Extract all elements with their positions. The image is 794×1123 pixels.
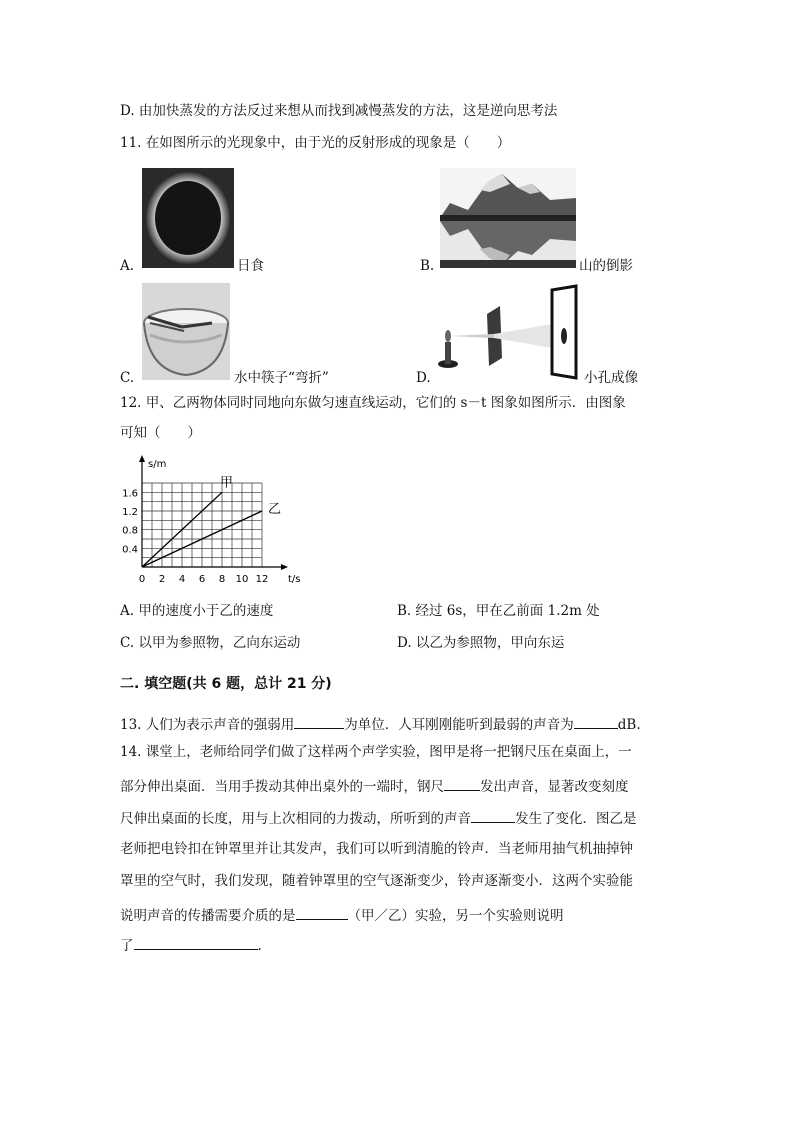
q12-option-a: A. 甲的速度小于乙的速度 [120,603,274,619]
q13-text-3: dB. [617,717,641,733]
q11-option-c-caption: 水中筷子“弯折” [234,370,329,386]
q14-line4: 老师把电铃扣在钟罩里并让其发声，我们可以听到清脆的铃声．当老师用抽气机抽掉钟 [120,841,633,857]
bent-chopstick-image [142,283,230,380]
q14-line2-b: 发出声音，显著改变刻度 [480,779,629,795]
q12-option-d: D. 以乙为参照物，甲向东运 [397,635,565,651]
q14-line2-a: 部分伸出桌面．当用手拨动其伸出桌外的一端时，钢尺 [120,779,444,795]
q11-option-a-caption: 日食 [237,258,264,274]
q11-option-a-letter: A. [120,258,135,274]
q14-line6-b: （甲／乙）实验，另一个实验则说明 [347,908,564,924]
q13-line [120,716,641,733]
x-tick-label: 6 [198,574,206,585]
q11-option-b-letter: B. [420,258,435,274]
x-tick-label: 10 [235,574,249,585]
x-tick-label: 12 [255,574,269,585]
st-graph [118,455,308,587]
q13-text-2: 为单位．人耳刚刚能听到最弱的声音为 [344,717,574,733]
q13-text-1: 13. 人们为表示声音的强弱用 [120,717,295,733]
q11-stem: 11. 在如图所示的光现象中，由于光的反射形成的现象是（ ） [120,135,511,151]
q12-stem-line2: 可知（ ） [120,425,201,441]
q13-blank-1 [294,716,344,729]
pinhole-imaging-image [432,284,582,381]
y-tick-label: 1.2 [122,507,138,518]
q14-line7-b: . [257,938,262,954]
q13-blank-2 [574,716,618,729]
q14-line7 [120,937,262,954]
q14-line7-a: 了 [120,938,134,954]
x-tick-label: 0 [138,574,146,585]
solar-eclipse-image [142,168,234,268]
q14-line3-a: 尺伸出桌面的长度，用与上次相同的力拨动，所听到的声音 [120,811,471,827]
series-label: 甲 [220,475,234,491]
section-title: 二. 填空题(共 6 题，总计 21 分) [120,676,332,692]
y-axis-label: s/m [148,459,167,470]
q14-blank-2 [471,810,515,823]
q14-line6 [120,907,564,924]
q14-line3 [120,810,637,827]
y-tick-label: 1.6 [122,488,138,500]
q14-line3-b: 发生了变化．图乙是 [515,811,637,827]
q14-blank-1 [444,778,480,791]
q14-line6-a: 说明声音的传播需要介质的是 [120,908,296,924]
q14-line2 [120,778,629,795]
y-tick-label: 0.4 [122,544,138,556]
q11-option-c-letter: C. [120,370,135,386]
mountain-reflection-image [440,168,576,268]
q10-option-d: D. 由加快蒸发的方法反过来想从而找到减慢蒸发的方法，这是逆向思考法 [120,103,558,119]
q12-option-b: B. 经过 6s，甲在乙前面 1.2m 处 [397,603,600,619]
q11-option-d-caption: 小孔成像 [584,370,638,386]
q14-line5: 罩里的空气时，我们发现，随着钟罩里的空气逐渐变少，铃声逐渐变小．这两个实验能 [120,873,633,889]
y-axis-arrow [139,455,145,462]
q12-option-c: C. 以甲为参照物，乙向东运动 [120,635,301,651]
x-tick-label: 8 [218,574,226,585]
q12-stem-line1: 12. 甲、乙两物体同时同地向东做匀速直线运动，它们的 s－t 图象如图所示．由图象 [120,395,626,411]
x-axis-arrow [281,564,288,570]
series-label: 乙 [268,502,282,517]
x-tick-label: 4 [178,574,186,585]
x-axis-label: t/s [288,574,301,585]
q14-blank-3 [296,907,348,920]
y-tick-label: 0.8 [122,525,138,537]
q14-blank-4 [134,937,258,950]
q11-option-b-caption: 山的倒影 [579,258,633,274]
x-tick-label: 2 [158,574,166,585]
q11-option-d-letter: D. [416,370,431,386]
q14-line1: 14. 课堂上，老师给同学们做了这样两个声学实验，图甲是将一把钢尺压在桌面上，一 [120,744,632,760]
